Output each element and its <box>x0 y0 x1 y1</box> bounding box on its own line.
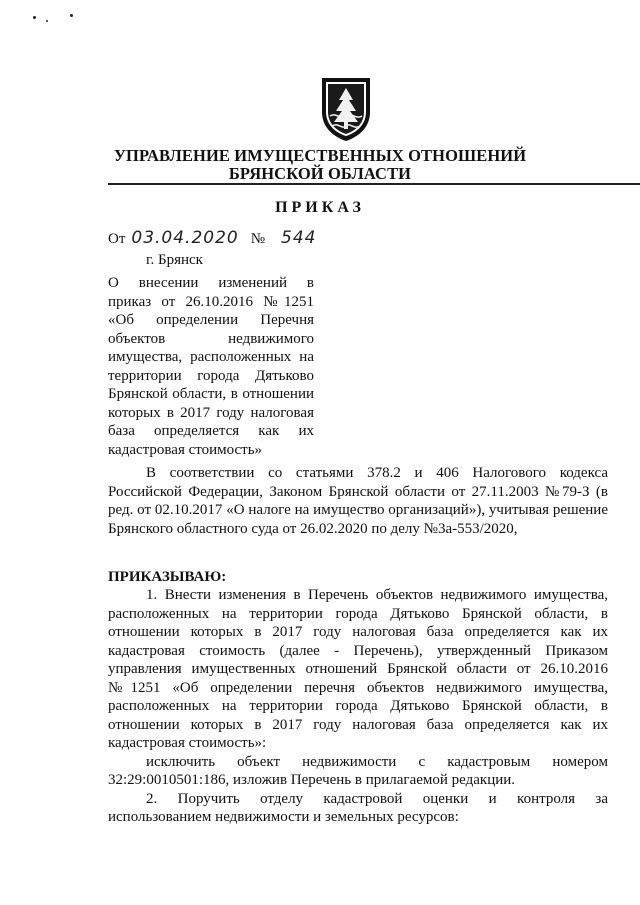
order-subject <box>108 274 314 459</box>
item1-line: отношении которых в 2017 году налоговая база определяется как их <box>108 716 608 733</box>
subject-line: которых в 2017 году налоговая <box>108 404 314 421</box>
subject-line: приказ от 26.10.2016 №1251 <box>108 293 314 310</box>
date-number-line <box>108 228 317 248</box>
subject-line: имущества, расположенных на <box>108 349 314 365</box>
preamble-line: Российской Федерации, Законом Брянской области от 27.11.2003 №79-З (в <box>108 483 608 500</box>
subject-line: О внесении изменений в <box>108 275 314 291</box>
handwritten-number: 544 <box>281 228 317 248</box>
preamble-line: В соответствии со статьями 378.2 и 406 Налогового кодекса <box>146 465 608 481</box>
item2-line: 2. Поручить отделу кадастровой оценки и контроля за <box>146 790 608 807</box>
item1-line: №1251 «Об определении перечня объектов недвижимого имущества, <box>108 679 608 696</box>
organization-name-line2: БРЯНСКОЙ ОБЛАСТИ <box>228 164 412 183</box>
handwritten-date: 03.04.2020 <box>131 228 239 248</box>
preamble-paragraph <box>108 464 608 538</box>
item1-line: расположенных на территории города Дятьково Брянской области, в <box>108 605 608 622</box>
subject-line: территории города Дятьково <box>108 367 314 384</box>
preamble-line: ред. от 02.10.2017 «О налоге на имущество организаций»), учитывая решение <box>108 502 608 518</box>
subject-line: Брянской области, в отношении <box>108 386 314 402</box>
item2-line: использованием недвижимости и земельных ресурсов: <box>108 809 459 825</box>
item1-line: отношении которых в 2017 году налоговая база определяется как их <box>108 624 608 640</box>
subject-line: «Об определении Перечня <box>108 312 314 328</box>
subject-line: кадастровая стоимость» <box>108 441 263 458</box>
order-heading: ПРИКАЗЫВАЮ: <box>108 569 227 585</box>
subject-line: база определяется как их <box>108 423 314 439</box>
header-divider <box>108 183 640 185</box>
item1-line: 1. Внести изменения в Перечень объектов недвижимого имущества, <box>146 587 608 603</box>
preamble-line: Брянского областного суда от 26.02.2020 по делу №3а-553/2020, <box>108 520 518 537</box>
subject-line: объектов недвижимого <box>108 330 314 347</box>
item1-line: управления имущественных отношений Брянской области от 26.10.2016 <box>108 661 608 677</box>
city-name: г. Брянск <box>146 252 203 268</box>
item1-sub-line: исключить объект недвижимости с кадастровым номером <box>146 753 608 770</box>
document-type-title: ПРИКАЗ <box>275 199 365 216</box>
organization-name-line1: УПРАВЛЕНИЕ ИМУЩЕСТВЕННЫХ ОТНОШЕНИЙ <box>113 146 527 165</box>
item1-sub-line: 32:29:0010501:186, изложив Перечень в прилагаемой редакции. <box>108 772 516 788</box>
bryansk-coat-of-arms-icon <box>320 76 372 142</box>
item1-line: кадастровая стоимость (далее - Перечень), утвержденный Приказом <box>108 642 608 659</box>
item1-line: кадастровая стоимость»: <box>108 735 267 751</box>
item1-line: расположенных на территории города Дятьково Брянской области, в <box>108 698 608 714</box>
date-prefix: От <box>108 231 126 247</box>
number-label: № <box>250 231 266 247</box>
order-item-1 <box>108 586 608 827</box>
